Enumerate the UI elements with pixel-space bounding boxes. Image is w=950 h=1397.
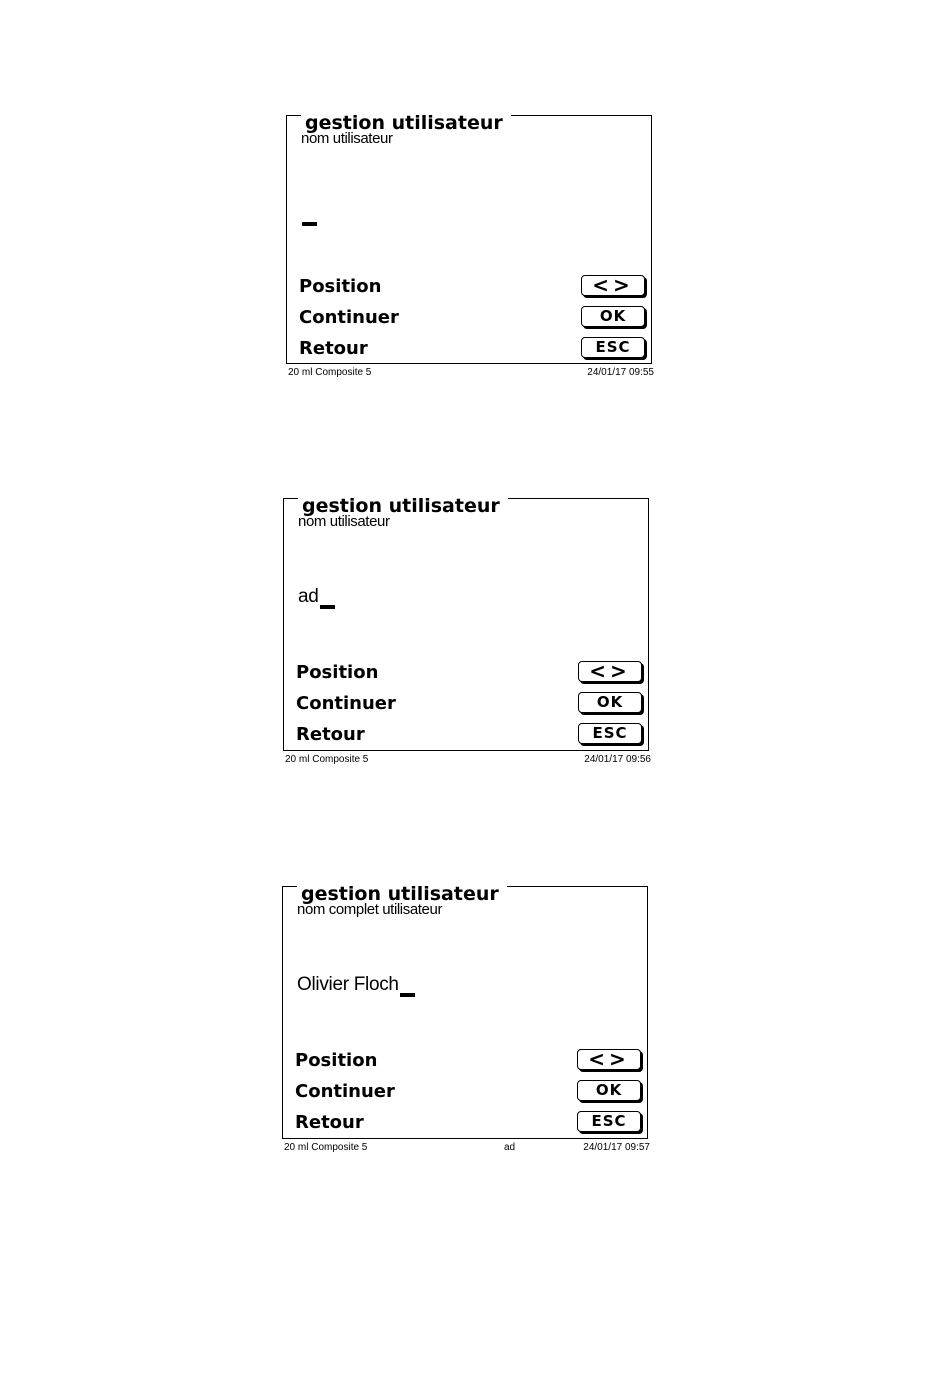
screen-2: [283, 488, 653, 763]
screen-1: [286, 105, 656, 380]
esc-button[interactable]: ESC: [578, 723, 642, 744]
dialog-frame: [282, 883, 648, 1139]
text-cursor: [302, 222, 317, 226]
position-label: Position: [296, 662, 379, 683]
field-label: nom utilisateur: [301, 130, 393, 147]
status-bar: [286, 367, 656, 381]
continue-label: Continuer: [299, 307, 399, 328]
arrow-keys-button[interactable]: <>: [577, 1049, 641, 1070]
text-input[interactable]: [297, 973, 415, 999]
position-label: Position: [295, 1050, 378, 1071]
ok-button[interactable]: OK: [577, 1080, 641, 1101]
device-name: 20 ml Composite 5: [285, 754, 369, 765]
continue-row: [299, 306, 645, 334]
back-row: [295, 1111, 641, 1139]
screen-3: [282, 876, 652, 1151]
input-value: Olivier Floch: [297, 974, 399, 995]
field-label: nom utilisateur: [298, 513, 390, 530]
status-bar: [283, 754, 653, 768]
dialog-title: gestion utilisateur: [301, 112, 511, 134]
ok-button[interactable]: OK: [578, 692, 642, 713]
position-label: Position: [299, 276, 382, 297]
datetime: 24/01/17 09:57: [583, 1142, 650, 1153]
esc-button[interactable]: ESC: [577, 1111, 641, 1132]
text-cursor: [400, 993, 415, 997]
arrow-keys-button[interactable]: <>: [578, 661, 642, 682]
device-name: 20 ml Composite 5: [288, 367, 372, 378]
back-row: [296, 723, 642, 751]
position-row: [296, 661, 642, 689]
continue-label: Continuer: [295, 1081, 395, 1102]
device-name: 20 ml Composite 5: [284, 1142, 368, 1153]
text-input[interactable]: [298, 585, 335, 611]
dialog-title: gestion utilisateur: [298, 495, 508, 517]
arrow-keys-button[interactable]: <>: [581, 275, 645, 296]
continue-row: [295, 1080, 641, 1108]
back-label: Retour: [299, 338, 368, 359]
input-value: ad: [298, 586, 319, 607]
text-input[interactable]: [301, 202, 317, 228]
current-user: ad: [504, 1142, 516, 1153]
ok-button[interactable]: OK: [581, 306, 645, 327]
text-cursor: [320, 605, 335, 609]
position-row: [299, 275, 645, 303]
back-label: Retour: [296, 724, 365, 745]
back-label: Retour: [295, 1112, 364, 1133]
status-bar: [282, 1142, 652, 1156]
dialog-frame: [283, 495, 649, 751]
dialog-title: gestion utilisateur: [297, 883, 507, 905]
datetime: 24/01/17 09:56: [584, 754, 651, 765]
field-label: nom complet utilisateur: [297, 901, 443, 918]
continue-label: Continuer: [296, 693, 396, 714]
datetime: 24/01/17 09:55: [587, 367, 654, 378]
esc-button[interactable]: ESC: [581, 337, 645, 358]
continue-row: [296, 692, 642, 720]
back-row: [299, 337, 645, 365]
dialog-frame: [286, 112, 652, 364]
position-row: [295, 1049, 641, 1077]
